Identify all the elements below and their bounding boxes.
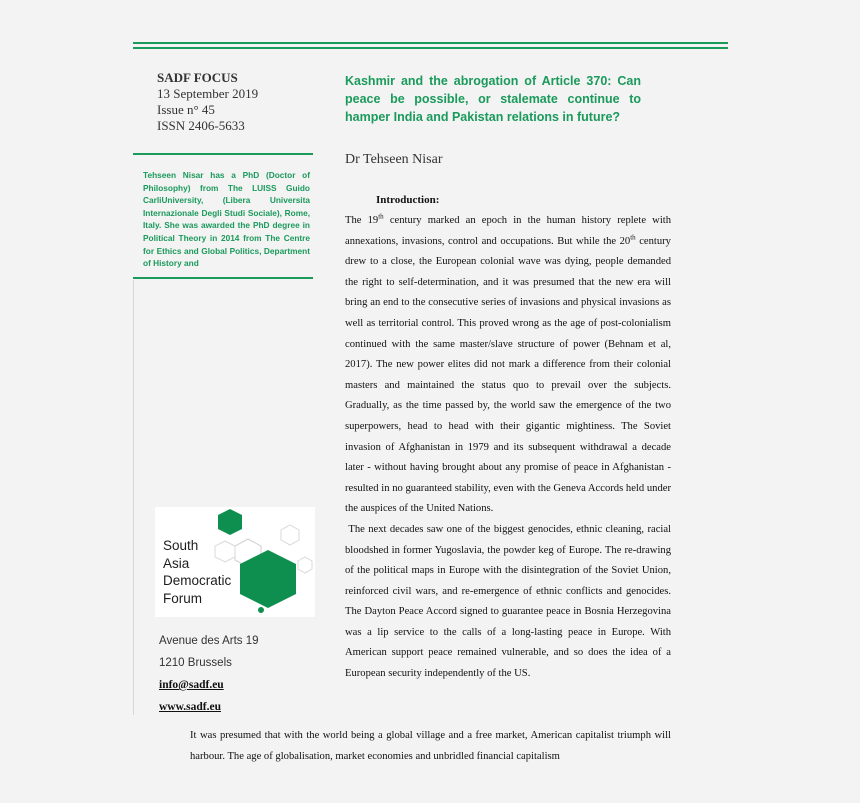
article-author: Dr Tehseen Nisar <box>345 152 443 167</box>
publication-name: SADF FOCUS <box>157 70 238 85</box>
website-link[interactable]: www.sadf.eu <box>159 701 221 713</box>
body-text-run: century marked an epoch in the human history replete with annexations, invasions, control and occupations. But while the 20 <box>345 215 672 247</box>
body-paragraph-wide: It was presumed that with the world being a global village and a free market, American capitalist triumph will harbour. The age of globalisation, market economies and unbridled financial capitalism <box>190 730 671 762</box>
logo-wordmark <box>163 537 231 607</box>
contact-address <box>159 630 259 718</box>
sidebar-top-rule <box>133 153 313 155</box>
top-rule-secondary <box>133 47 728 49</box>
sadf-logo <box>155 507 315 617</box>
section-heading: Introduction: <box>376 194 440 206</box>
logo-line: South <box>163 538 199 553</box>
logo-line: Asia <box>163 555 190 571</box>
sidebar-bottom-rule <box>133 277 313 279</box>
body-text-run: century drew to a close, the European colonial wave was dying, people demanded the right to self-determination, and it was presumed that the new era will bring an end to the consecutive series of invasions and physical invasions as well as territorial control. This proved wrong as the age of post-colonialism continued with the same master/slave structure of power (Behnam et al, 2017). The new power elites did not mark a difference from their colonial masters and maintained the status quo to prevail over the subjects. Gradually, as the time passed by, the world saw the emergence of the two superpowers, head to head with their gigantic mightiness. The Soviet invasion of Afghanistan in 1979 and its subsequent withdrawal a decade later - without having brought about any promise of peace in Afghanistan - resulted in no guaranteed stability, even with the Geneva Accords held under the auspices of the United Nations. <box>345 235 671 515</box>
logo-line: Democratic <box>163 573 232 588</box>
author-bio: Tehseen Nisar has a PhD (Doctor of Philosophy) from The LUISS Guido CarliUniversity, (Libera Universita Internazionale Degli Studi Sociale), Rome, Italy. She was awarded the PhD degree in Political Theory in 2014 from The Centre for Ethics and Global Politics, Department of History and <box>143 170 310 269</box>
issn: ISSN 2406-5633 <box>157 118 245 133</box>
publication-meta <box>157 70 258 134</box>
email-link[interactable]: info@sadf.eu <box>159 679 224 691</box>
address-city: 1210 Brussels <box>159 657 232 669</box>
body-paragraph: The next decades saw one of the biggest genocides, ethnic cleaning, racial bloodshed in former Yugoslavia, the powder keg of Europe. The re-drawing of the political maps in Europe with the disintegration of the Soviet Union, reinforced civil wars, and re-emergence of ethnic conflicts and genocides. The Dayton Peace Accord signed to guarantee peace in Bosnia Herzegovina was a lip service to the calls of a long-lasting peace in Europe. With American support peace remained vulnerable, and so does the idea of a European security independently of the US. <box>345 523 674 680</box>
superscript: th <box>630 233 636 242</box>
body-text-run: The 19 <box>345 215 379 226</box>
logo-line: Forum <box>163 590 203 606</box>
sidebar-divider <box>133 280 134 715</box>
issue-number: Issue n° 45 <box>157 102 215 117</box>
superscript: th <box>378 212 384 221</box>
address-street: Avenue des Arts 19 <box>159 635 259 647</box>
article-title: Kashmir and the abrogation of Article 370: Can peace be possible, or stalemate continue to hamper India and Pakistan relations in future? <box>345 74 641 124</box>
top-rule <box>133 42 728 44</box>
body-paragraph <box>345 211 671 520</box>
publication-date: 13 September 2019 <box>157 86 259 101</box>
article-body <box>345 211 674 685</box>
